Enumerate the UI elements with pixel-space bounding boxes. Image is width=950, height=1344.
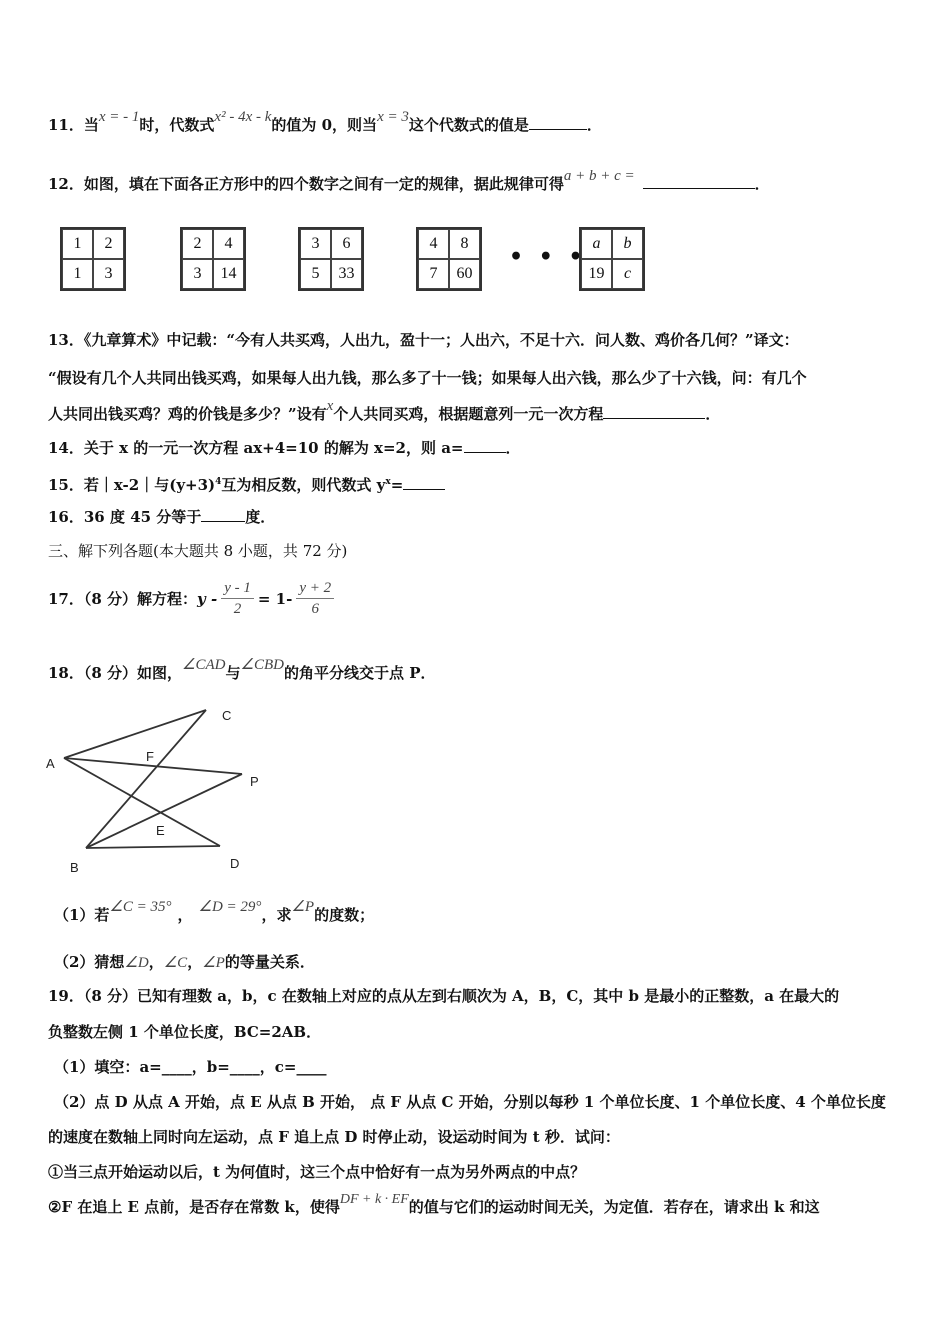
square-cell: 4 — [418, 229, 449, 259]
number-square — [416, 227, 482, 291]
question-15: 15．若｜x-2｜与$(y+3)^4$互为相反数，则代数式 $y^x=$ — [48, 471, 445, 496]
label-f: F — [146, 749, 154, 764]
number-square-unknown — [579, 227, 645, 291]
question-19-line-1: 19．（8 分）已知有理数 a，b，c 在数轴上对应的点从左到右顺次为 A，B，C，其中 b 是最小的正整数，a 在最大的 — [48, 987, 840, 1005]
geometry-figure — [40, 700, 260, 880]
number-square — [60, 227, 126, 291]
question-19-part-1: （1）填空：a=____，b=____，c=____ — [54, 1058, 327, 1076]
square-cell: 2 — [182, 229, 213, 259]
question-13-line-1: 13．《九章算术》中记载：“今有人共买鸡，人出九，盈十一；人出六，不足十六．问人数、鸡价各几何？”译文： — [48, 331, 799, 349]
math-angle-p: ∠P — [291, 899, 315, 915]
fraction: $\frac{y - 1}{2}$ — [221, 578, 254, 619]
math-angle-cad: ∠CAD — [182, 657, 226, 673]
question-18: 18．（8 分）如图，∠CAD与∠CBD的角平分线交于点 P． — [48, 657, 436, 682]
math-expression: x² - 4x - k — [214, 109, 272, 125]
answer-blank[interactable] — [643, 174, 755, 189]
answer-blank[interactable] — [201, 507, 245, 522]
question-19-sub-2: ②F 在追上 E 点前，是否存在常数 k，使得DF + k · EF的值与它们的运动时间无关，为定值．若存在，请求出 k 和这 — [48, 1192, 820, 1216]
question-18-part-1: （1）若∠C = 35° ， ∠D = 29°，求∠P的度数； — [54, 899, 375, 924]
answer-blank[interactable] — [403, 475, 445, 490]
square-cell: 3 — [93, 259, 124, 289]
question-19-line-2: 负整数左侧 1 个单位长度，BC=2AB． — [48, 1023, 322, 1041]
math-angle-c: ∠C — [163, 955, 188, 971]
math-angle-d: ∠D — [124, 955, 149, 971]
square-cell: c — [612, 259, 643, 289]
question-19-sub-1: ①当三点开始运动以后，t 为何值时，这三个点中恰好有一点为另外两点的中点？ — [48, 1163, 586, 1181]
question-18-part-2: （2）猜想∠D，∠C，∠P的等量关系． — [54, 953, 315, 971]
question-14: 14．关于 x 的一元一次方程 ax+4=10 的解为 x=2，则 a= ． — [48, 439, 521, 457]
number-square — [298, 227, 364, 291]
segment-bd — [86, 846, 220, 848]
figure-lines — [64, 710, 242, 848]
label-p: P — [250, 774, 259, 789]
math-angle-c: ∠C = 35° — [109, 899, 172, 915]
square-cell: 5 — [300, 259, 331, 289]
label-a: A — [46, 756, 55, 771]
label-b: B — [70, 860, 79, 875]
square-cell: 19 — [581, 259, 612, 289]
math-x-eq-3: x = 3 — [377, 109, 409, 125]
square-cell: 6 — [331, 229, 362, 259]
label-c: C — [222, 708, 232, 723]
answer-blank[interactable] — [603, 404, 705, 419]
square-cell: 3 — [300, 229, 331, 259]
square-cell: 1 — [62, 229, 93, 259]
math-angle-p: ∠P — [202, 955, 225, 971]
section-title: 三、解下列各题(本大题共 8 小题，共 72 分) — [48, 542, 348, 560]
number-square — [180, 227, 246, 291]
answer-blank[interactable] — [464, 438, 506, 453]
question-13-line-3: 人共同出钱买鸡？鸡的价钱是多少？”设有x个人共同买鸡，根据题意列一元一次方程 ． — [48, 398, 721, 423]
question-12: 12．如图，填在下面各正方形中的四个数字之间有一定的规律，据此规律可得a + b + c = ． — [48, 168, 770, 193]
math-var-x: x — [326, 398, 334, 414]
square-cell: 14 — [213, 259, 244, 289]
question-13-line-2: “假设有几个人共同出钱买鸡，如果每人出九钱，那么多了十一钱；如果每人出六钱，那么少了十六钱，问：有几个 — [48, 369, 807, 387]
segment-ad — [64, 758, 220, 846]
math-abc-sum: a + b + c = — [563, 168, 635, 184]
square-cell: 2 — [93, 229, 124, 259]
question-11: 11．当x = - 1时，代数式x² - 4x - k的值为 0，则当x = 3这个代数式的值是 ． — [48, 109, 602, 134]
math-angle-cbd: ∠CBD — [240, 657, 284, 673]
question-19-part-2-line-2: 的速度在数轴上同时向左运动，点 F 追上点 D 时停止动，设运动时间为 t 秒．试问： — [48, 1128, 620, 1146]
square-cell: b — [612, 229, 643, 259]
square-cell: 7 — [418, 259, 449, 289]
square-cell: 4 — [213, 229, 244, 259]
question-16: 16．36 度 45 分等于 度． — [48, 508, 276, 526]
square-cell: 33 — [331, 259, 362, 289]
answer-blank[interactable] — [529, 115, 587, 130]
fraction: $\frac{y + 2}{6}$ — [296, 578, 334, 619]
square-cell: 1 — [62, 259, 93, 289]
math-df-k-ef: DF + k · EF — [339, 1192, 409, 1207]
square-cell: 8 — [449, 229, 480, 259]
square-cell: 3 — [182, 259, 213, 289]
square-cell: a — [581, 229, 612, 259]
label-e: E — [156, 823, 165, 838]
question-17: 17．（8 分）解方程：y - $\frac{y - 1}{2}$ = 1- $\frac{y + 2}{6}$ — [48, 578, 338, 621]
question-19-part-2-line-1: （2）点 D 从点 A 开始，点 E 从点 B 开始， 点 F 从点 C 开始，分别以每秒 1 个单位长度、1 个单位长度、4 个单位长度 — [54, 1093, 886, 1111]
square-cell: 60 — [449, 259, 480, 289]
math-x-eq-neg1: x = - 1 — [98, 109, 140, 125]
ellipsis: • • • — [509, 244, 587, 270]
label-d: D — [230, 856, 240, 871]
math-angle-d: ∠D = 29° — [198, 899, 262, 915]
